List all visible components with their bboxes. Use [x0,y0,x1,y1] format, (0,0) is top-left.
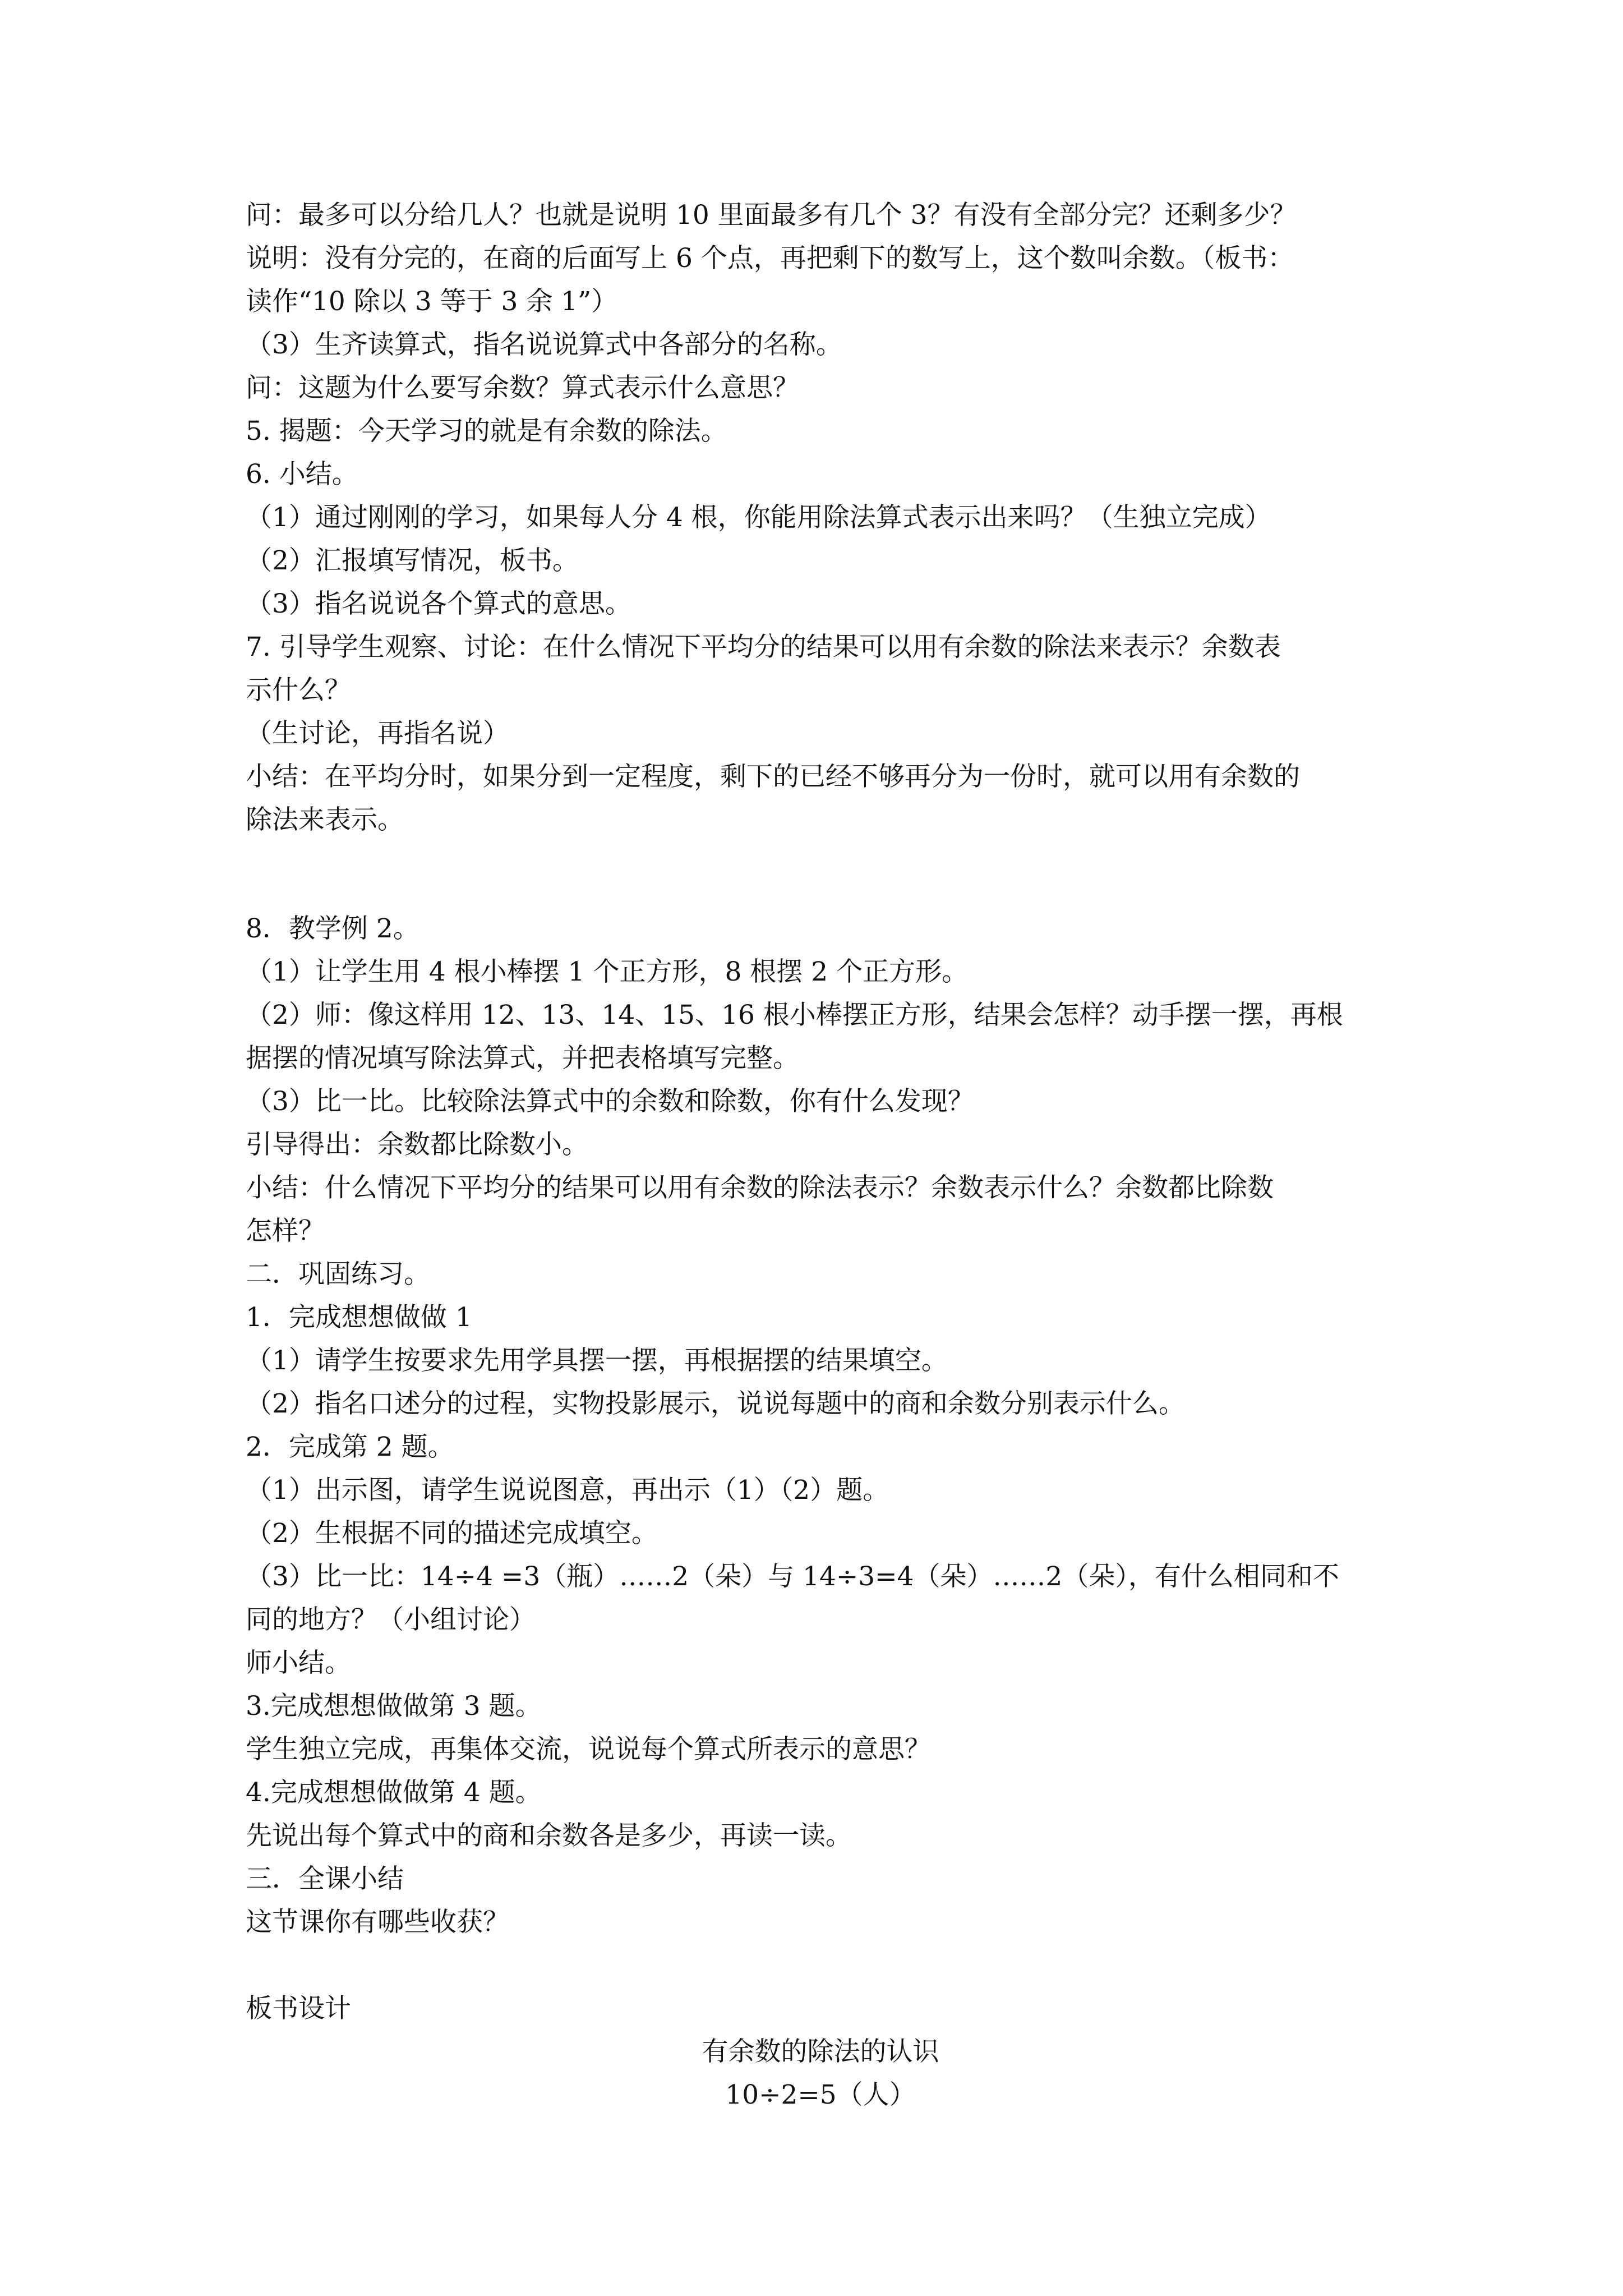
text-line: （2）生根据不同的描述完成填空。 [246,1518,658,1549]
text-line: 7. 引导学生观察、讨论：在什么情况下平均分的结果可以用有余数的除法来表示？余数表 [246,632,1281,662]
text-line: （1）通过刚刚的学习，如果每人分 4 根，你能用除法算式表示出来吗？（生独立完成） [246,502,1271,533]
text-line: 同的地方？（小组讨论） [246,1604,536,1635]
text-line: 1．完成想想做做 1 [246,1302,472,1333]
text-line: 5. 揭题：今天学习的就是有余数的除法。 [246,416,727,447]
section-heading: 板书设计 [246,1993,351,2024]
text-line: 学生独立完成，再集体交流，说说每个算式所表示的意思？ [246,1734,931,1765]
text-line: 6. 小结。 [246,459,358,490]
blackboard-equation: 10÷2=5（人） [725,2079,916,2110]
text-line: 小结：在平均分时，如果分到一定程度，剩下的已经不够再分为一份时，就可以用有余数的 [246,761,1300,792]
text-line: 示什么？ [246,675,351,706]
text-line: 说明：没有分完的，在商的后面写上 6 个点，再把剩下的数写上，这个数叫余数。（板书： [246,243,1294,274]
blank-line [246,841,1395,885]
document-body [246,194,1395,2116]
text-line: 先说出每个算式中的商和余数各是多少，再读一读。 [246,1820,852,1851]
text-line: 小结：什么情况下平均分的结果可以用有余数的除法表示？余数表示什么？余数都比除数 [246,1172,1274,1203]
text-line: 8．教学例 2。 [246,913,419,944]
text-line: （1）请学生按要求先用学具摆一摆，再根据摆的结果填空。 [246,1345,948,1376]
text-line: （2）指名口述分的过程，实物投影展示，说说每题中的商和余数分别表示什么。 [246,1388,1185,1419]
text-line: 引导得出：余数都比除数小。 [246,1129,588,1160]
text-line: 三．全课小结 [246,1864,404,1894]
text-line: 读作“10 除以 3 等于 3 余 1”） [246,286,618,317]
text-line: 4.完成想想做做第 4 题。 [246,1777,542,1808]
blank-line [246,885,1395,907]
text-line: 这节课你有哪些收获？ [246,1907,509,1938]
text-line: 师小结。 [246,1648,351,1678]
text-line: （3）比一比：14÷4 =3（瓶）……2（朵）与 14÷3=4（朵）……2（朵），有什么相同和不 [246,1561,1339,1592]
text-line: （2）师：像这样用 12、13、14、15、16 根小棒摆正方形，结果会怎样？动手摆一摆，再根 [246,1000,1343,1030]
text-line: （3）比一比。比较除法算式中的余数和除数，你有什么发现？ [246,1086,974,1117]
text-line: 二．巩固练习。 [246,1259,430,1290]
text-line: （1）让学生用 4 根小棒摆 1 个正方形，8 根摆 2 个正方形。 [246,956,969,987]
text-line: （生讨论，再指名说） [246,718,509,749]
text-line: （3）生齐读算式，指名说说算式中各部分的名称。 [246,329,842,360]
text-line: 除法来表示。 [246,804,404,835]
text-line: 问：这题为什么要写余数？算式表示什么意思？ [246,372,799,403]
blackboard-title: 有余数的除法的认识 [702,2036,939,2067]
blank-line [246,1944,1395,1987]
text-line: 2．完成第 2 题。 [246,1432,454,1462]
text-line: 据摆的情况填写除法算式，并把表格填写完整。 [246,1043,799,1074]
text-line: （1）出示图，请学生说说图意，再出示（1）（2）题。 [246,1475,889,1506]
text-line: （2）汇报填写情况，板书。 [246,545,579,576]
text-line: 3.完成想想做做第 3 题。 [246,1691,542,1722]
text-line: 问：最多可以分给几人？也就是说明 10 里面最多有几个 3？有没有全部分完？还剩多少？ [246,200,1297,231]
text-line: 怎样？ [246,1216,325,1246]
text-line: （3）指名说说各个算式的意思。 [246,588,631,619]
